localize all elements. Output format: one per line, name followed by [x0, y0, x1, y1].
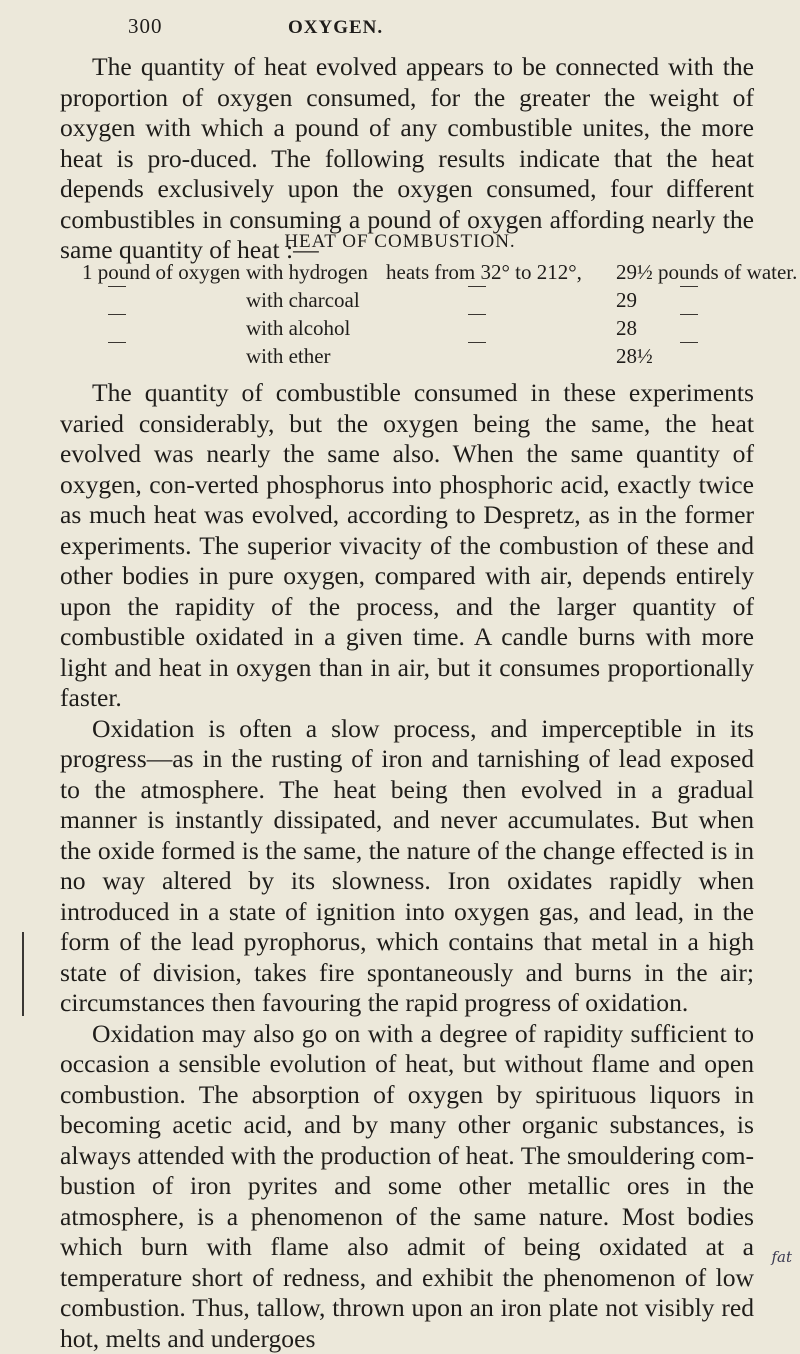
paragraph-heat-quantity: The quantity of heat evolved appears to be connected with the proportion of oxygen consumed, for the greater the weight of oxygen with which a pound of any combustible unites, the more heat is pro-duced. The following results indicate that the heat depends exclusively upon the oxygen consumed, four different combustibles in consuming a pound of oxygen affording nearly the same quantity of heat :—	[60, 52, 754, 266]
table-title: HEAT OF COMBUSTION.	[0, 231, 800, 253]
table-row	[68, 342, 758, 370]
row-heats-from: heats from 32° to 212°,	[386, 258, 582, 286]
row-value: 29½	[616, 258, 653, 286]
row-combustible: with ether	[246, 342, 331, 370]
row-unit: pounds of water.	[658, 258, 797, 286]
paragraph-combustible-quantity: The quantity of combustible consumed in these experiments varied considerably, but the oxygen being the same, the heat evolved was nearly the same also. When the same quantity of oxygen, con-verted phosphorus into phosphoric acid, exactly twice as much heat was evolved, according to Despretz, as in the former experiments. The superior vivacity of the combustion of these and other bodies in pure oxygen, compared with air, depends entirely upon the rapidity of the process, and the larger quantity of combustible oxidated in a given time. A candle burns with more light and heat in oxygen than in air, but it consumes proportionally faster.	[60, 378, 754, 714]
row-combustible: with alcohol	[246, 314, 350, 342]
row-value: 28½	[616, 342, 653, 370]
row-value: 29	[616, 286, 637, 314]
paragraph-low-combustion: Oxidation may also go on with a degree of rapidity sufficient to occasion a sensible evolution of heat, but without flame and open combustion. The absorption of oxygen by spirituous liquors in becoming acetic acid, and by many other organic substances, is always attended with the production of heat. The smouldering com-bustion of iron pyrites and some other metallic ores in the atmosphere, is a phenomenon of the same nature. Most bodies which burn with flame also admit of being oxidated at a temperature short of redness, and exhibit the phenomenon of low combustion. Thus, tallow, thrown upon an iron plate not visibly red hot, melts and undergoes	[60, 1019, 754, 1354]
running-head	[128, 14, 740, 44]
table-row	[68, 258, 758, 286]
text-block-main	[60, 378, 754, 1354]
row-combustible: with charcoal	[246, 286, 360, 314]
table-row	[68, 314, 758, 342]
paragraph-slow-oxidation: Oxidation is often a slow process, and imperceptible in its progress—as in the rusting of iron and tarnishing of lead exposed to the atmosphere. The heat being then evolved in a gradual manner is instantly dissipated, and never accumulates. But when the oxide formed is the same, the nature of the change effected is in no way altered by its slowness. Iron oxidates rapidly when introduced in a state of ignition into oxygen gas, and lead, in the form of the lead pyrophorus, which contains that metal in a high state of division, takes fire spontaneously and burns in the air; circumstances then favouring the rapid progress of oxidation.	[60, 714, 754, 1019]
row-value: 28	[616, 314, 637, 342]
margin-mark	[22, 932, 24, 1016]
row-combustible: with hydrogen	[246, 258, 368, 286]
page-number: 300	[128, 14, 288, 39]
table-row	[68, 286, 758, 314]
handwritten-margin-note: fat	[771, 1248, 792, 1266]
row-lead: 1 pound of oxygen	[82, 258, 240, 286]
running-title: OXYGEN.	[288, 17, 383, 39]
heat-of-combustion-table	[68, 258, 758, 370]
